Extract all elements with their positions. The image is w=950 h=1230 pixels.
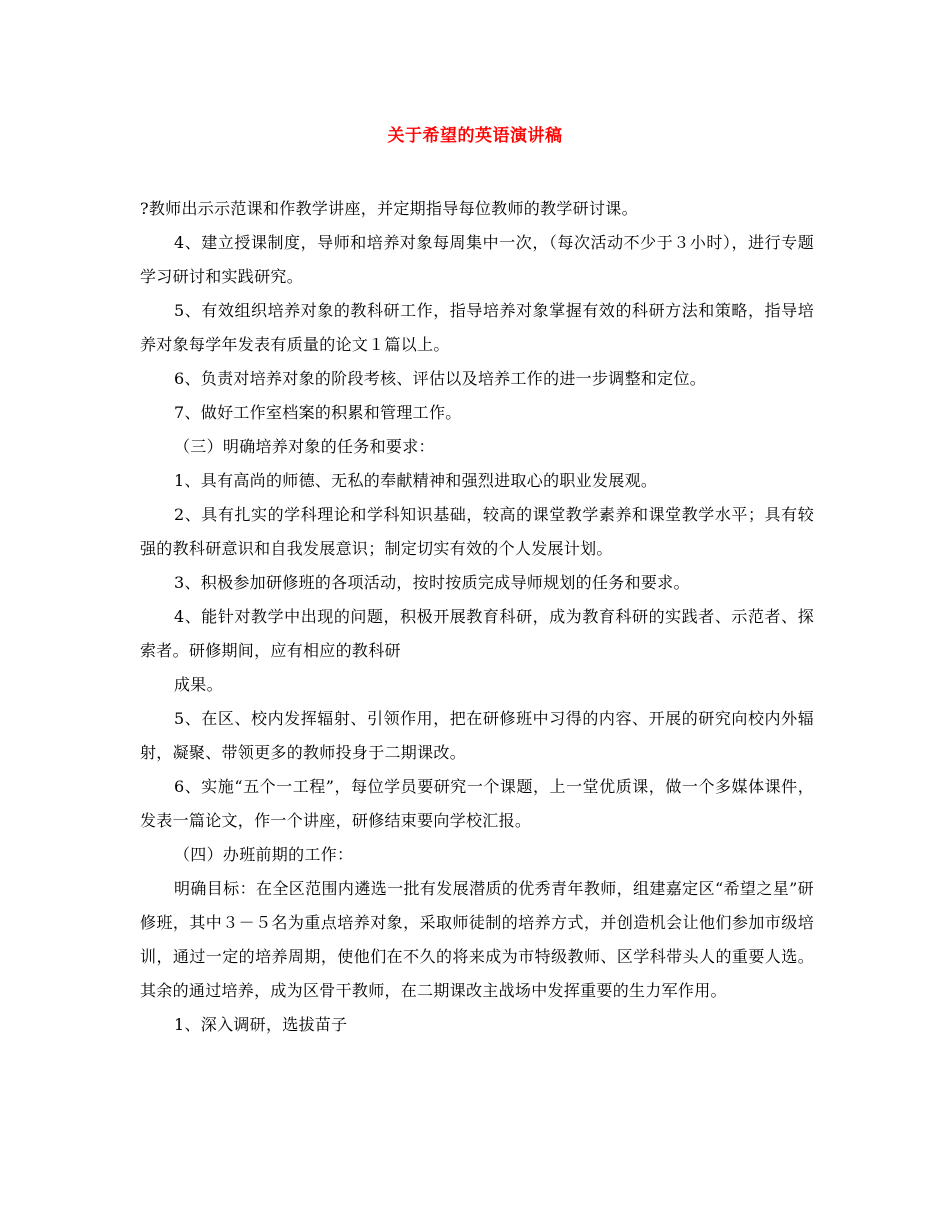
paragraph: ?教师出示示范课和作教学讲座，并定期指导每位教师的教学研讨课。 bbox=[140, 199, 638, 218]
paragraph: 7、做好工作室档案的积累和管理工作。 bbox=[174, 403, 462, 422]
section-heading: （四）办班前期的工作： bbox=[174, 845, 354, 864]
paragraph: 6、实施“五个一工程”，每位学员要研究一个课题，上一堂优质课，做一个多媒体课件，发表一篇论文，作一个讲座，研修结束要向学校汇报。 bbox=[140, 777, 814, 830]
section-heading: （三）明确培养对象的任务和要求： bbox=[174, 437, 435, 456]
paragraph: 成果。 bbox=[174, 675, 223, 694]
paragraph: 1、具有高尚的师德、无私的奉献精神和强烈进取心的职业发展观。 bbox=[174, 471, 658, 490]
paragraph: 2、具有扎实的学科理论和学科知识基础，较高的课堂教学素养和课堂教学水平；具有较强的教科研意识和自我发展意识；制定切实有效的个人发展计划。 bbox=[140, 505, 814, 558]
paragraph: 5、有效组织培养对象的教科研工作，指导培养对象掌握有效的科研方法和策略，指导培养对象每学年发表有质量的论文１篇以上。 bbox=[140, 301, 814, 354]
document-title: 关于希望的英语演讲稿 bbox=[387, 126, 563, 146]
paragraph: 1、深入调研，选拔苗子 bbox=[174, 1015, 348, 1034]
paragraph: 3、积极参加研修班的各项活动，按时按质完成导师规划的任务和要求。 bbox=[174, 573, 690, 592]
document-body bbox=[140, 192, 814, 1042]
paragraph: 明确目标：在全区范围内遴选一批有发展潜质的优秀青年教师，组建嘉定区“希望之星”研修班，其中３－５名为重点培养对象，采取师徒制的培养方式，并创造机会让他们参加市级培训，通过一定的培养周期，使他们在不久的将来成为市特级教师、区学科带头人的重要人选。其余的通过培养，成为区骨干教师，在二期课改主战场中发挥重要的生力军作用。 bbox=[140, 879, 814, 1000]
paragraph: 4、能针对教学中出现的问题，积极开展教育科研，成为教育科研的实践者、示范者、探索者。研修期间，应有相应的教科研 bbox=[140, 607, 814, 660]
paragraph: 5、在区、校内发挥辐射、引领作用，把在研修班中习得的内容、开展的研究向校内外辐射，凝聚、带领更多的教师投身于二期课改。 bbox=[140, 709, 814, 762]
paragraph: 6、负责对培养对象的阶段考核、评估以及培养工作的进一步调整和定位。 bbox=[174, 369, 707, 388]
paragraph: 4、建立授课制度，导师和培养对象每周集中一次，（每次活动不少于３小时），进行专题学习研讨和实践研究。 bbox=[140, 233, 814, 286]
